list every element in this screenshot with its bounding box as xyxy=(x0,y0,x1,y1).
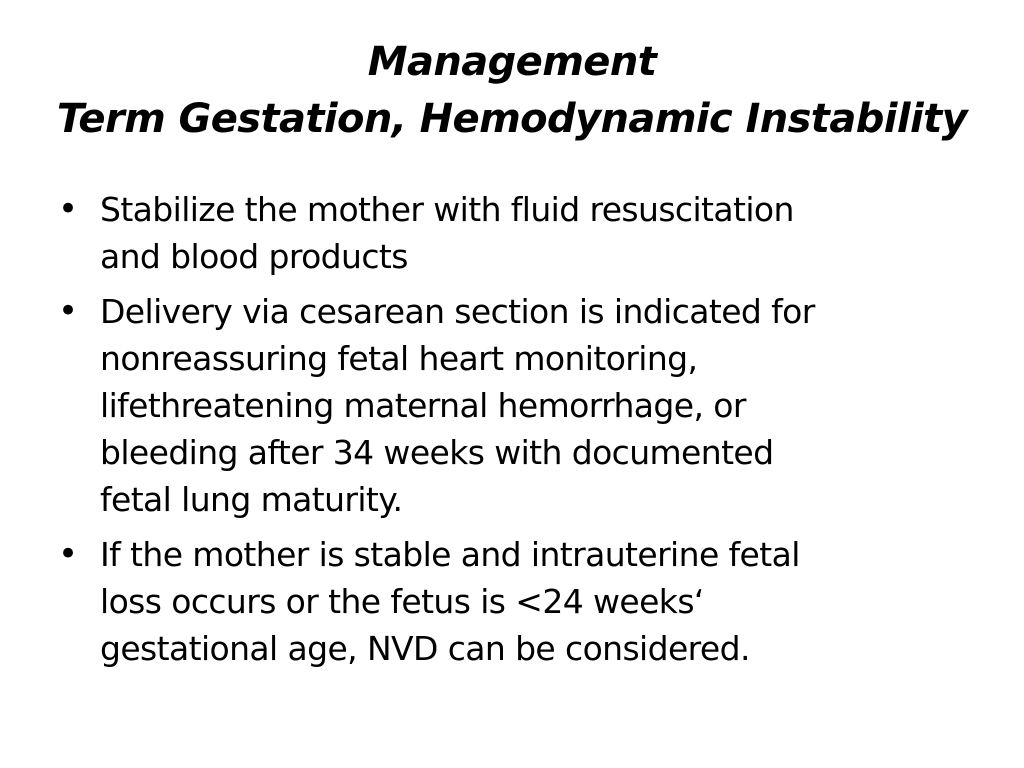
title-line-2: Term Gestation, Hemodynamic Instability xyxy=(56,96,968,142)
bullet-line: If the mother is stable and intrauterine fetal xyxy=(100,535,800,574)
bullet-text xyxy=(100,531,956,672)
title-line-1: Management xyxy=(367,39,657,85)
bullet-line: Stabilize the mother with fluid resuscitation xyxy=(100,190,794,229)
bullet-icon: • xyxy=(58,291,79,331)
bullet-list xyxy=(56,186,956,680)
slide-title xyxy=(0,34,1024,148)
bullet-line: lifethreatening maternal hemorrhage, or xyxy=(100,386,746,425)
bullet-line: nonreassuring fetal heart monitoring, xyxy=(100,339,698,378)
bullet-line: and blood products xyxy=(100,237,408,276)
bullet-text xyxy=(100,186,956,280)
bullet-icon: • xyxy=(58,189,79,229)
bullet-line: bleeding after 34 weeks with documented xyxy=(100,433,774,472)
bullet-text xyxy=(100,288,956,523)
bullet-item-delivery xyxy=(56,288,956,523)
bullet-item-stable-mother xyxy=(56,531,956,672)
bullet-line: Delivery via cesarean section is indicated for xyxy=(100,292,815,331)
bullet-line: gestational age, NVD can be considered. xyxy=(100,629,750,668)
bullet-line: fetal lung maturity. xyxy=(100,480,403,519)
bullet-line: loss occurs or the fetus is <24 weeks‘ xyxy=(100,582,704,621)
bullet-item-stabilize xyxy=(56,186,956,280)
bullet-icon: • xyxy=(58,534,79,574)
